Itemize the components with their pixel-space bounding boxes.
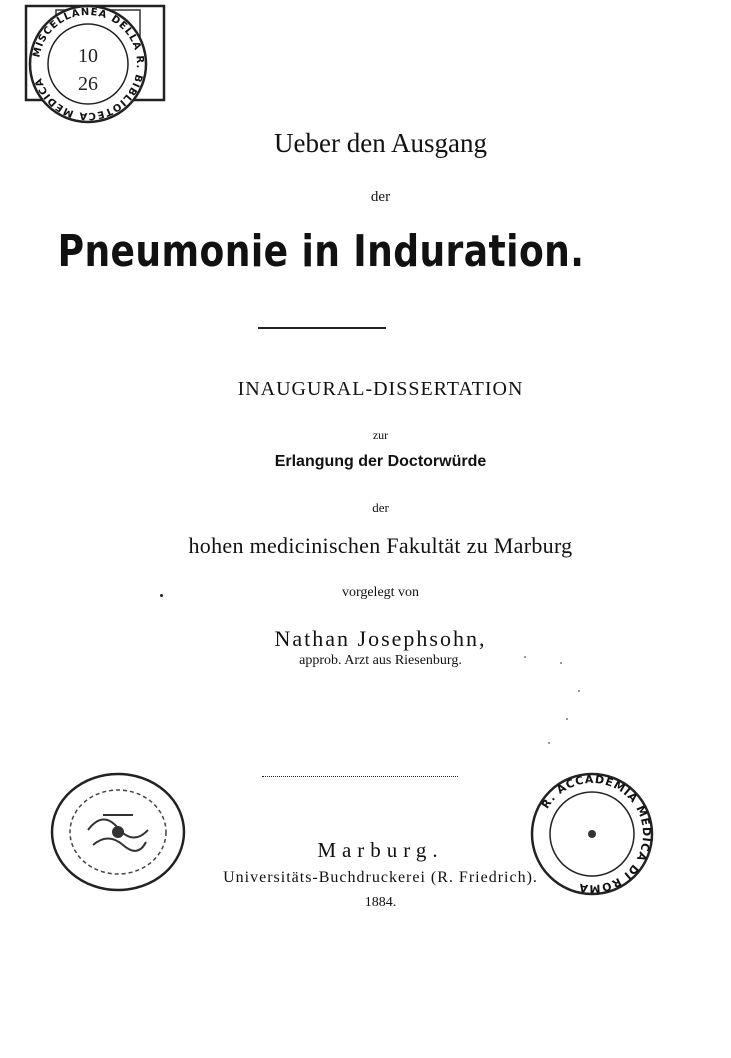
faculty-line: hohen medicinischen Fakultät zu Marburg	[188, 533, 573, 558]
publication-year: 1884.	[364, 895, 397, 910]
dissertation-heading: INAUGURAL-DISSERTATION	[237, 378, 524, 400]
print-speck	[548, 742, 550, 744]
printer-line: Universitäts-Buchdruckerei (R. Friedrich).	[223, 869, 538, 886]
stamp-ring-text: MISCELLANEA DELLA R. BIBLIOTECA MEDICA	[31, 6, 146, 122]
title-connector-der: der	[370, 189, 391, 205]
separator-rule-top	[258, 327, 386, 329]
print-speck	[578, 690, 580, 692]
connector-der: der	[372, 500, 389, 515]
author-note: approb. Arzt aus Riesenburg.	[299, 653, 462, 668]
connector-zur: zur	[372, 428, 389, 442]
degree-line: Erlangung der Doctorwürde	[274, 453, 487, 470]
print-speck	[524, 656, 526, 658]
stamp-number-bottom: 26	[78, 73, 98, 95]
academy-ring-text: R. ACCADEMIA MEDICA DI ROMA	[538, 772, 654, 896]
author-name: Nathan Josephsohn,	[274, 626, 487, 651]
separator-rule-bottom	[262, 776, 458, 777]
main-title: Pneumonie in Induration.	[57, 226, 585, 277]
stamp-number-top: 10	[78, 45, 98, 67]
title-intro-line: Ueber den Ausgang	[274, 128, 487, 158]
print-speck	[566, 718, 568, 720]
print-speck	[560, 662, 562, 664]
library-stamp-top-left	[8, 0, 183, 130]
presented-by-line: vorgelegt von	[341, 585, 420, 600]
place-of-publication: Marburg.	[317, 838, 444, 862]
print-speck	[160, 594, 163, 597]
